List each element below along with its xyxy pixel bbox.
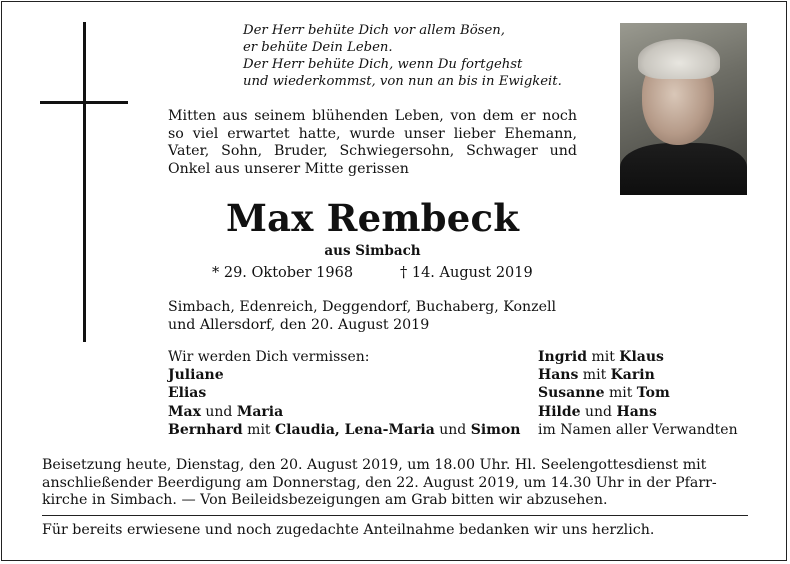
mourner-row: Hans mit Karin xyxy=(538,367,655,384)
mourner-row: im Namen aller Verwandten xyxy=(538,421,738,438)
thanks-text: Für bereits erwiesene und noch zugedachte Anteilnahme bedanken wir uns herzlich. xyxy=(42,522,655,538)
mourner-row: Susanne mit Tom xyxy=(538,385,670,402)
portrait-hair xyxy=(638,39,720,79)
intro-text: Mitten aus seinem blühenden Leben, von dem er noch so viel erwartet hatte, wurde unser lieber Ehemann, Vater, Sohn, Bruder, Schwiegersohn, Schwager und Onkel aus unserer Mitte gerissen xyxy=(168,108,577,177)
cross-icon-vertical xyxy=(83,22,86,342)
mourner-row: Bernhard mit Claudia, Lena-Maria und Simon xyxy=(168,421,521,438)
mourners-intro: Wir werden Dich vermissen: xyxy=(168,349,370,365)
places-line: und Allersdorf, den 20. August 2019 xyxy=(168,316,430,333)
mourner-row: Hilde und Hans xyxy=(538,403,657,420)
funeral-line: kirche in Simbach. — Von Beileidsbezeigungen am Grab bitten wir abzusehen. xyxy=(42,492,608,509)
places-and-date xyxy=(168,299,556,334)
death-date: † 14. August 2019 xyxy=(400,265,533,281)
cross-icon-horizontal xyxy=(40,101,128,104)
deceased-origin: aus Simbach xyxy=(324,243,421,259)
mourner-row: Ingrid mit Klaus xyxy=(538,349,664,365)
portrait-photo xyxy=(620,23,747,195)
verse-line: und wiederkommst, von nun an bis in Ewigkeit. xyxy=(243,74,562,89)
mourner-row: Juliane xyxy=(168,367,224,384)
portrait-shirt xyxy=(620,143,747,195)
verse-line: Der Herr behüte Dich vor allem Bösen, xyxy=(243,23,505,38)
funeral-line: Beisetzung heute, Dienstag, den 20. August 2019, um 18.00 Uhr. Hl. Seelengottesdienst mit xyxy=(42,457,707,473)
bible-verse xyxy=(243,22,562,90)
mourner-row: Elias xyxy=(168,385,207,402)
funeral-details xyxy=(42,457,748,510)
birth-date: * 29. Oktober 1968 xyxy=(212,265,354,281)
funeral-line: anschließender Beerdigung am Donnerstag, den 22. August 2019, um 14.30 Uhr in der Pfarr- xyxy=(42,474,717,491)
mourner-row: Max und Maria xyxy=(168,403,284,420)
places-line: Simbach, Edenreich, Deggendorf, Buchaberg, Konzell xyxy=(168,299,557,315)
divider xyxy=(42,515,748,516)
verse-line: er behüte Dein Leben. xyxy=(243,40,393,55)
verse-line: Der Herr behüte Dich, wenn Du fortgehst xyxy=(243,57,523,72)
deceased-name: Max Rembeck xyxy=(225,196,520,240)
mourners-right xyxy=(538,348,738,439)
mourners-left xyxy=(168,348,520,439)
